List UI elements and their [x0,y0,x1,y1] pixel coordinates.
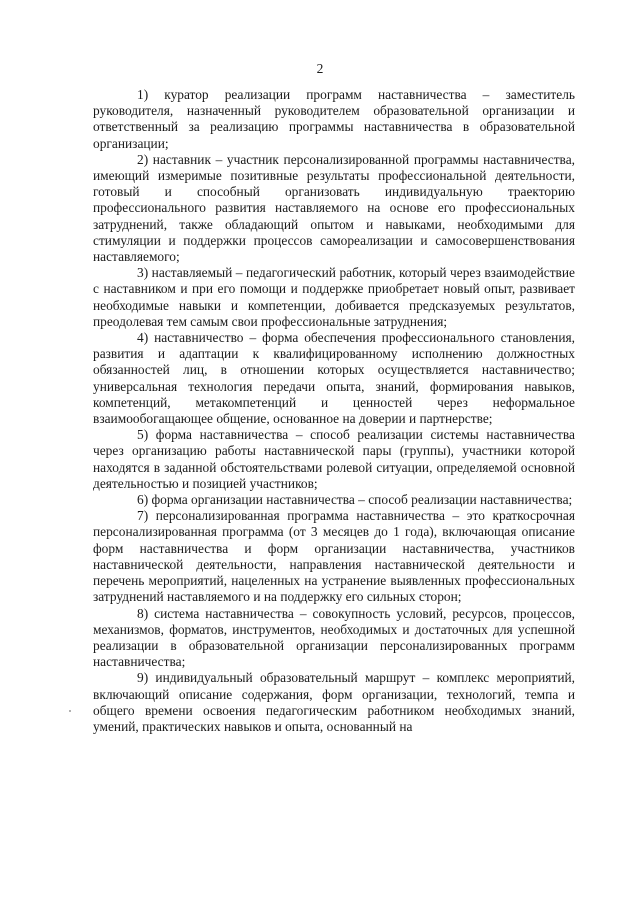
paragraph-personalized-program: 7) персонализированная программа наставничества – это краткосрочная персонализированная программа (от 3 месяцев до 1 года), включающая описание форм наставничества и форм организации наставничества, участников наставнической деятельности, направления наставнической деятельности и перечень мероприятий, нацеленных на устранение выявленных профессиональных затруднений наставляемого и на поддержку его сильных сторон; [93,508,575,605]
paragraph-mentoring-system: 8) система наставничества – совокупность условий, ресурсов, процессов, механизмов, форматов, инструментов, необходимых и достаточных для успешной реализации в образовательной организации персонализированных программ наставничества; [93,605,575,670]
paragraph-individual-route: 9) индивидуальный образовательный маршрут – комплекс мероприятий, включающий описание содержания, форм организации, технологий, темпа и общего времени освоения педагогическим работником необходимых знаний, умений, практических навыков и опыта, основанный на [93,670,575,734]
paragraph-mentor: 2) наставник – участник персонализированной программы наставничества, имеющий измеримые позитивные результаты профессиональной деятельности, готовый и способный организовать индивидуальную траекторию профессионального развития наставляемого на основе его профессиональных затруднений, также обладающий опытом и навыками, необходимыми для стимуляции и поддержки процессов самореализации и самосовершенствования наставляемого; [93,151,575,265]
paragraph-curator: 1) куратор реализации программ наставничества – заместитель руководителя, назначенный руководителем образовательной организации и ответственный за реализацию программы наставничества в образовательной организации; [93,87,575,151]
paragraph-mentee: 3) наставляемый – педагогический работник, который через взаимодействие с наставником и при его помощи и поддержке приобретает новый опыт, развивает необходимые навыки и компетенции, добивается предсказуемых результатов, преодолевая тем самым свои профессиональные затруднения; [93,265,575,329]
paragraph-mentoring: 4) наставничество – форма обеспечения профессионального становления, развития и адаптации к квалифицированному исполнению должностных обязанностей лиц, в отношении которых осуществляется наставничество; универсальная технология передачи опыта, знаний, формирования навыков, компетенций, метакомпетенций и ценностей через неформальное взаимообогащающее общение, основанное на доверии и партнерстве; [93,330,575,427]
paragraph-organization-form: 6) форма организации наставничества – способ реализации наставничества; [137,492,573,508]
page-number: 2 [316,61,324,76]
paragraph-mentoring-form: 5) форма наставничества – способ реализации системы наставничества через организацию работы наставнической пары (группы), участники которой находятся в заданной обстоятельствами ролевой ситуации, определяемой основной деятельностью и позицией участников; [93,427,575,491]
document-body [93,87,575,735]
scan-artifact [69,710,71,712]
